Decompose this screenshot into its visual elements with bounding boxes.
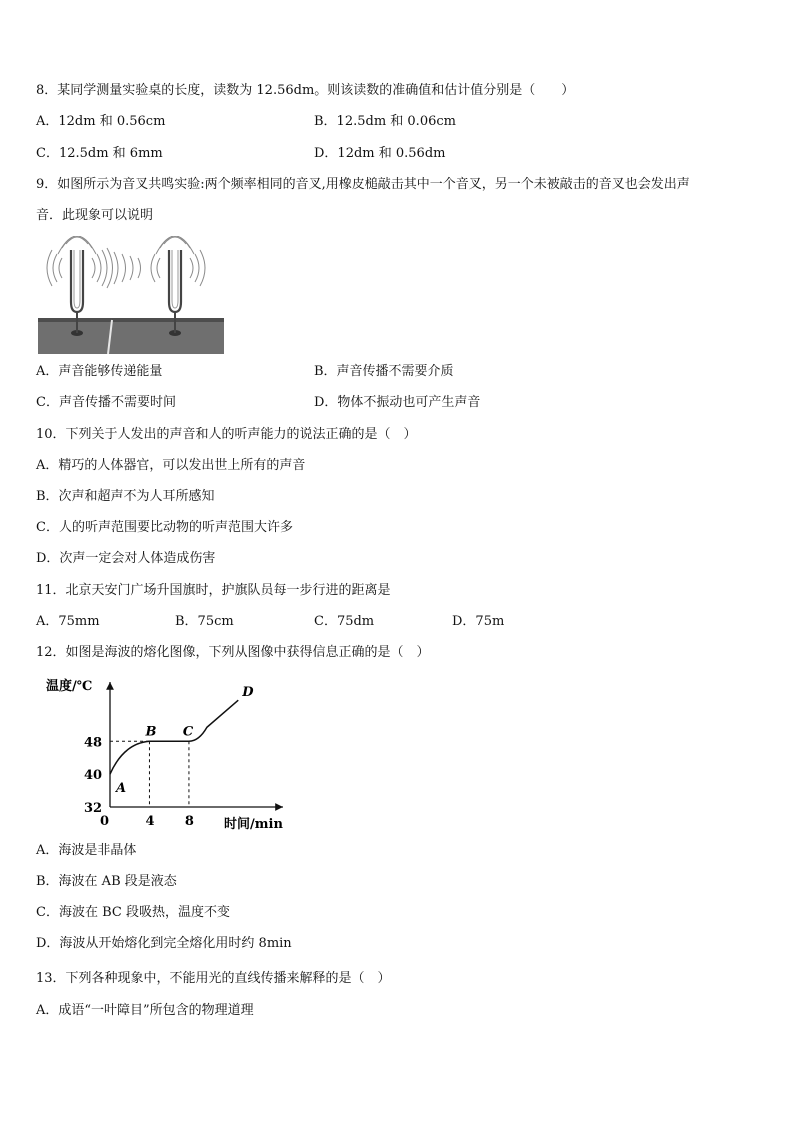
q9-option-b[interactable]: B．声音传播不需要介质 [314, 364, 454, 379]
q11-option-d[interactable]: D．75m [452, 614, 505, 629]
q8-option-c[interactable]: C．12.5dm 和 6mm [36, 146, 163, 161]
q11-option-a[interactable]: A．75mm [36, 614, 100, 629]
y-tick-label: 48 [84, 735, 103, 751]
y-axis-label: 温度/℃ [46, 679, 93, 694]
tuning-fork-figure [38, 236, 224, 354]
q13-option-a[interactable]: A．成语“一叶障目”所包含的物理道理 [36, 1003, 254, 1018]
question-13-stem: 13．下列各种现象中，不能用光的直线传播来解释的是（ ） [36, 971, 391, 986]
question-12-stem: 12．如图是海波的熔化图像，下列从图像中获得信息正确的是（ ） [36, 645, 430, 660]
q10-option-b[interactable]: B．次声和超声不为人耳所感知 [36, 489, 215, 504]
q8-option-b[interactable]: B．12.5dm 和 0.06cm [314, 114, 456, 129]
q11-option-b[interactable]: B．75cm [175, 614, 234, 629]
q12-option-c[interactable]: C．海波在 BC 段吸热，温度不变 [36, 905, 230, 920]
point-label: B [145, 724, 157, 740]
q9-option-d[interactable]: D．物体不振动也可产生声音 [314, 395, 481, 410]
q12-option-b[interactable]: B．海波在 AB 段是液态 [36, 874, 177, 889]
point-label: C [182, 724, 194, 740]
q8-option-d[interactable]: D．12dm 和 0.56dm [314, 146, 446, 161]
q10-option-d[interactable]: D．次声一定会对人体造成伤害 [36, 551, 216, 566]
point-label: D [242, 685, 254, 701]
point-label: A [116, 781, 127, 797]
x-tick-label: 4 [145, 814, 155, 829]
tuning-fork-illustration [38, 236, 224, 354]
melting-curve-line [110, 700, 238, 774]
y-tick-label: 32 [84, 801, 103, 816]
question-8-stem: 8．某同学测量实验桌的长度，读数为 12.56dm。则该读数的准确值和估计值分别是（ ） [36, 83, 575, 98]
question-11-stem: 11．北京天安门广场升国旗时，护旗队员每一步行进的距离是 [36, 583, 391, 598]
x-tick-label: 0 [100, 814, 110, 829]
q8-option-a[interactable]: A．12dm 和 0.56cm [36, 114, 166, 129]
q10-option-c[interactable]: C．人的听声范围要比动物的听声范围大许多 [36, 520, 293, 535]
q9-option-a[interactable]: A．声音能够传递能量 [36, 364, 163, 379]
question-9-stem-line2: 音．此现象可以说明 [36, 208, 154, 223]
melting-curve-chart [38, 672, 298, 834]
q12-option-a[interactable]: A．海波是非晶体 [36, 843, 137, 858]
question-9-stem-line1: 9．如图所示为音叉共鸣实验:两个频率相同的音叉,用橡皮槌敲击其中一个音叉，另一个未被敲击的音叉也会发出声 [36, 177, 690, 192]
q12-option-d[interactable]: D．海波从开始熔化到完全熔化用时约 8min [36, 936, 292, 951]
x-axis-label: 时间/min [224, 817, 283, 832]
question-10-stem: 10．下列关于人发出的声音和人的听声能力的说法正确的是（ ） [36, 427, 417, 442]
y-tick-label: 40 [84, 768, 103, 784]
q11-option-c[interactable]: C．75dm [314, 614, 375, 629]
q9-option-c[interactable]: C．声音传播不需要时间 [36, 395, 176, 410]
q10-option-a[interactable]: A．精巧的人体器官，可以发出世上所有的声音 [36, 458, 306, 473]
x-tick-label: 8 [184, 814, 194, 829]
melting-curve-svg [38, 672, 298, 834]
